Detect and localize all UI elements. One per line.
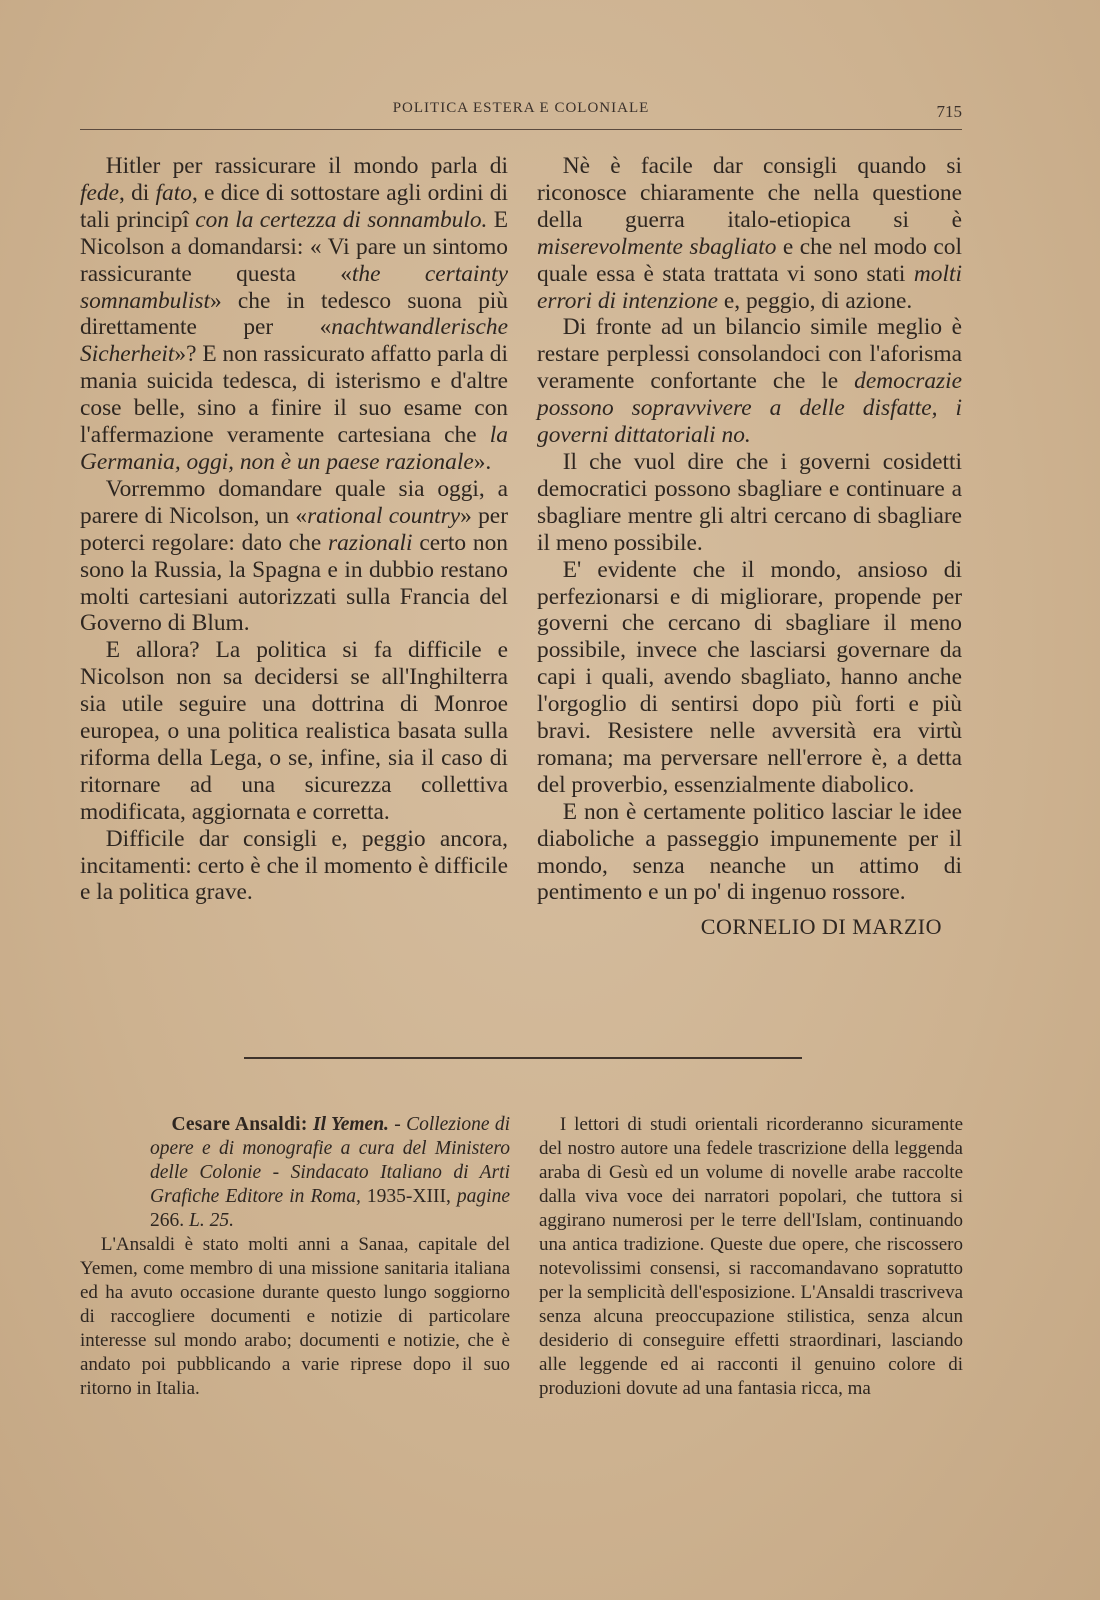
- review-imprint: 1935-XIII,: [360, 1186, 457, 1207]
- italic-run: razionali: [328, 529, 413, 556]
- italic-run: miserevolmente sbagliato: [537, 233, 777, 260]
- text-run: E' evidente che il mondo, ansioso di perfezionarsi e di migliorare, propende per governi che cercano di sbagliare il meno possibile, invece che lasciarsi governare da capi i quali, avendo sbagliato, hanno anche l'orgoglio di sentirsi dopo più forti e più bravi. Resistere nelle avversità era virtù romana; ma perversare nell'errore è, a detta del proverbio, essenzialmente diabolico.: [537, 556, 962, 798]
- text-run: L'Ansaldi è stato molti anni a Sanaa, capitale del Yemen, come membro di una missione sanitaria italiana ed ha avuto occasione durante questo lungo soggiorno di raccogliere documenti e notizie di particolare interesse sul mondo arabo; documenti e notizie, che è andato poi pubblicando a varie riprese dopo il suo ritorno in Italia.: [80, 1234, 510, 1399]
- text-run: » che in tedesco suona più direttamente per «: [80, 287, 508, 341]
- review-left-paragraphs: [80, 1233, 510, 1401]
- review-price: L. 25.: [189, 1210, 234, 1231]
- review-pages-value: 266.: [150, 1210, 189, 1231]
- text-run: ».: [473, 448, 492, 475]
- text-run: Vorremmo domandare quale sia oggi, a parere di Nicolson, un «: [80, 475, 508, 529]
- section-divider: [244, 1057, 802, 1059]
- review-author: Cesare Ansaldi:: [171, 1114, 308, 1135]
- article-right-column: [537, 153, 962, 941]
- text-run: Hitler per rassicurare il mondo parla di: [105, 153, 508, 179]
- text-run: , di: [118, 179, 156, 206]
- paragraph: [537, 314, 962, 449]
- text-run: »? E non rassicurato affatto parla di mania suicida tedesca, di isterismo e d'altre cose belle, sino a finire il suo esame con l'affermazione veramente cartesiana che: [80, 341, 508, 449]
- italic-run: fede: [80, 179, 119, 206]
- italic-run: la Germania, oggi, non è un paese razionale: [80, 422, 508, 475]
- header-rule: [80, 129, 962, 130]
- article-left-column: [80, 153, 508, 906]
- article-right-paragraphs: [537, 153, 962, 906]
- text-run: , e dice di sottostare agli ordini di tali principî: [80, 179, 508, 233]
- review-heading: [80, 1113, 510, 1233]
- italic-run: democrazie possono sopravvivere a delle disfatte, i governi dittatoriali no.: [537, 368, 962, 449]
- text-run: E Nicolson a domandarsi: « Vi pare un sintomo rassicurante questa «: [80, 206, 508, 287]
- text-run: e che nel modo col quale essa è stata trattata vi sono stati: [537, 233, 962, 287]
- paragraph: [537, 153, 962, 314]
- paragraph: [80, 1233, 510, 1401]
- article-signature: CORNELIO DI MARZIO: [700, 914, 942, 940]
- running-head: [80, 98, 962, 122]
- italic-run: fato: [155, 179, 192, 206]
- page-number: 715: [936, 102, 962, 121]
- paragraph: [80, 153, 508, 476]
- text-run: Nè è facile dar consigli quando si riconosce chiaramente che nella questione della guerra italo-etiopica si è: [537, 153, 962, 233]
- text-run: E allora? La politica si fa difficile e Nicolson non sa decidersi se all'Inghilterra sia utile seguire una dottrina di Monroe europea, o una politica realistica basata sulla riforma della Lega, o se, infine, sia il caso di ritornare ad una sicurezza collettiva modificata, aggiornata e corretta.: [80, 637, 508, 825]
- italic-run: con la certezza di sonnambulo.: [195, 206, 488, 233]
- text-run: Di fronte ad un bilancio simile meglio è restare perplessi consolandoci con l'aforisma veramente confortante che le: [537, 314, 962, 395]
- paragraph: [537, 799, 962, 907]
- italic-run: nachtwandlerische Sicherheit: [80, 314, 508, 368]
- italic-run: rational country: [307, 502, 461, 529]
- review-pages-label: pagine: [456, 1186, 510, 1207]
- review-title: Il Yemen.: [313, 1114, 389, 1135]
- paragraph: [80, 637, 508, 825]
- italic-run: molti errori di intenzione: [537, 260, 962, 314]
- review-right-column: [539, 1113, 963, 1401]
- text-run: e, peggio, di azione.: [718, 287, 913, 314]
- text-run: certo non sono la Russia, la Spagna e in dubbio restano molti cartesiani autorizzati sulla Francia del Governo di Blum.: [80, 529, 508, 637]
- text-run: Il che vuol dire che i governi cosidetti democratici possono sbagliare e continuare a sbagliare mentre gli altri cercano di sbagliare il meno possibile.: [537, 448, 962, 556]
- paragraph: [80, 476, 508, 637]
- paragraph: [537, 449, 962, 557]
- text-run: » per poterci regolare: dato che: [80, 502, 508, 556]
- review-series: - Collezione di opere e di monografie a cura del Ministero delle Colonie - Sindacato Italiano di Arti Grafiche Editore in Roma,: [150, 1114, 510, 1207]
- italic-run: the certainty somnambulist: [80, 260, 508, 314]
- text-run: Difficile dar consigli e, peggio ancora, incitamenti: certo è che il momento è difficile e la politica grave.: [80, 825, 508, 906]
- text-run: I lettori di studi orientali ricorderanno sicuramente del nostro autore una fedele trascrizione della leggenda araba di Gesù ed un volume di novelle arabe raccolte dalla viva voce dei narratori popolari, che tuttora si aggirano numerosi per le terre dell'Islam, continuando una antica tradizione. Queste due opere, che riscossero notevolissimi consensi, si raccomandavano sopratutto per la semplicità dell'esposizione. L'Ansaldi trascriveva senza alcuna preoccupazione stilistica, senza alcun desiderio di conseguire effetti straordinari, lasciando alle leggende ed ai racconti il genuino colore di produzioni dovute ad una fantasia ricca, ma: [539, 1114, 963, 1399]
- review-left-column: [80, 1113, 510, 1401]
- text-run: E non è certamente politico lasciar le idee diaboliche a passeggio impunemente per il mondo, senza neanche un attimo di pentimento e un po' di ingenuo rossore.: [537, 798, 962, 906]
- paragraph: [80, 826, 508, 907]
- paragraph: [539, 1113, 963, 1401]
- paragraph: [537, 557, 962, 799]
- running-title: POLITICA ESTERA E COLONIALE: [392, 100, 650, 116]
